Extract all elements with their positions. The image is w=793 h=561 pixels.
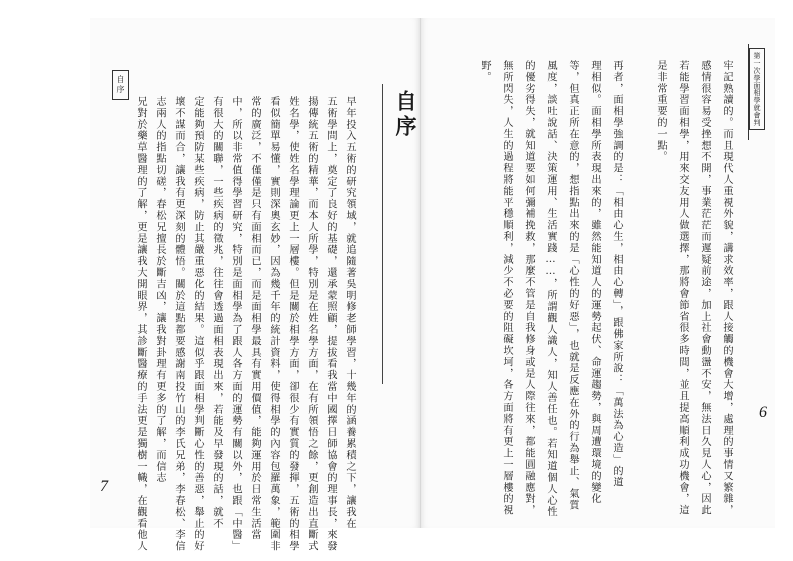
left-page-column: 有很大的關聯，一些疾病的徵兆，往往會透過面相表現出來，若能及早發現的話，就不: [211, 96, 222, 530]
left-page-column: 看似簡單易懂，實則深奧玄妙，因為幾千年的統計資料，使得相學的內容包羅萬象，範圍非: [268, 96, 279, 552]
right-page-column: 牢記熟讀的。而且現代人重視外貌，講求效率，跟人接觸的機會大增，處理的事情又繁雜，: [721, 60, 732, 516]
right-page-column: 理相似。面相學所表現出來的，雖然能知道人的運勢起伏、命運趨勢，與周遭環境的變化: [589, 60, 600, 505]
right-page-column: 的優劣得失，就知道要如何彌補挽救，那麼不管是自我修身或是人際往來，都能圓融應對，: [523, 60, 534, 516]
right-page-column: 野。: [479, 60, 490, 83]
right-page-column: 再者，面相學強調的是：「相由心生，相由心轉」，跟佛家所說：「萬法為心造」的道: [611, 60, 622, 489]
left-page-column: 兄對於藥草醫理的了解，更是讓我大開眼界，其診斷醫療的手法更是獨樹一幟，在觀看他人: [135, 96, 146, 552]
left-page: [90, 18, 420, 552]
right-page-column: 風度，談吐說話、決策運用、生活實踐……，所謂觀人識人，知人善任也。若知道個人心性: [545, 60, 556, 518]
left-page-column: 定能夠預防某些疾病，防止其嚴重惡化的結果。這似乎跟面相學判斷心性的善惡，舉止的好: [192, 96, 203, 552]
left-page-column: 中，所以非常值得學習研究，特別是面相學為了跟人各方面的運勢有關以外，也跟「中醫」: [230, 96, 241, 552]
right-page-column: 無所閃失，人生的過程將能平穩順利，減少不必要的阻礙坎坷，各方面將有更上一層樓的視: [501, 60, 512, 516]
page-number-left: 7: [100, 478, 108, 495]
left-page-column: 常的廣泛，不僅僅是只有面相而已，而是面相學最具有實用價值，能夠運用於日常生活當: [249, 96, 260, 541]
title-rule: [382, 84, 383, 384]
left-page-column: 壞不謀而合，讓我有更深刻的體悟。關於這點都要感謝南投竹山的李氏兄弟，李春松、李信: [173, 96, 184, 552]
right-page-column: 感情很容易受挫想不開，事業茫茫而遲疑前途，加上社會動盪不安，無法日久見人心，因此: [699, 60, 710, 516]
right-page-column: 若能學習面相學，用來交友用人做選擇，那將會節省很多時間，並且提高順利成功機會，這: [677, 60, 688, 516]
left-page-column: 揚傳統五術的精華，而本人所學，特別是在姓名學方面，在有所領悟之餘，更創造出直斷式: [306, 96, 317, 552]
section-tab: 自序: [112, 70, 129, 100]
left-page-column: 志兩人的指點切磋，春松兄擅長於斷吉凶，讓我對卦理有更多的了解，而信志: [154, 96, 165, 484]
left-page-column: 早年投入五術的研究領域，就追隨著吳明修老師學習，十幾年的涵養累積之下，讓我在: [344, 96, 355, 530]
page-number-right: 6: [759, 404, 767, 421]
right-page: [420, 18, 775, 528]
left-page-column: 姓名學，使姓名學理論更上一層樓。但是關於相學方面，卻很少有實質的發揮，五術的相學: [287, 96, 298, 552]
left-page-column: 五術學問上，奠定了良好的基礎，還承蒙照顧，提拔看我當中國擇日師協會的理事長，來發: [325, 96, 336, 552]
running-head: 第一次學面相學就會判: [749, 48, 765, 130]
page-title: 自序: [393, 90, 418, 140]
right-page-column: 是非常重要的一點。: [655, 60, 666, 163]
right-page-column: 等，但真正所在意的，想指點出來的是「心性的好惡」，也就是反應在外的行為舉止、氣質: [567, 60, 578, 511]
